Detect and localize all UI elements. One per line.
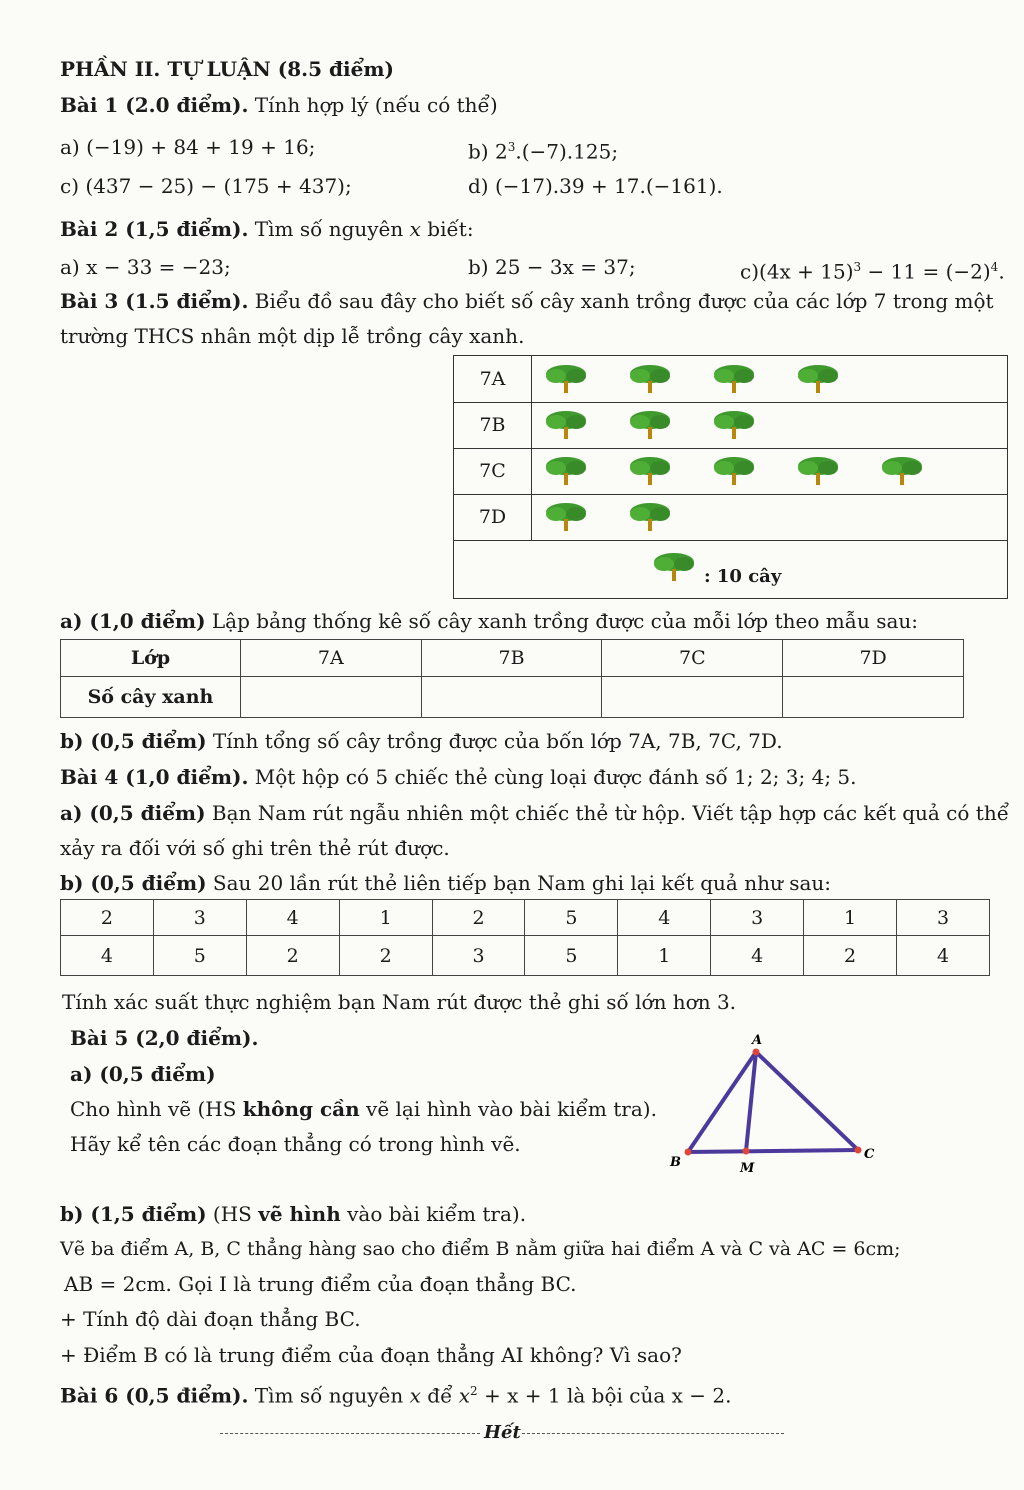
tree-icon [626,454,674,488]
tree-icon [542,408,590,442]
bai5-a-l1-bold: không cần [242,1097,360,1121]
label-c: C [864,1147,875,1162]
segment-bc [688,1150,858,1152]
bai2-b [468,254,636,280]
stats-table-row [61,677,964,718]
stats-empty-cell [783,677,964,718]
bai1-c-label: c) [60,174,80,198]
tree-icon [878,454,926,488]
bai2-c-base: (4x + 15) [759,259,854,284]
stats-header-cell: 7D [783,640,964,677]
result-cell: 2 [804,936,897,976]
result-cell: 4 [711,936,804,976]
result-cell: 2 [61,900,154,936]
pictogram [453,355,1008,599]
stats-header-cell: 7A [240,640,421,677]
result-cell: 5 [525,936,618,976]
footer-end: Hết [484,1422,521,1443]
bai6-var: x [409,1383,421,1408]
bai3-b-text: Tính tổng số cây trồng được của bốn lớp 7A, 7B, 7C, 7D. [206,729,783,753]
bai2-c-exp2: 4 [990,260,999,274]
bai3-a [60,608,918,634]
bai5-a-line2: Hãy kể tên các đoạn thẳng có trong hình vẽ. [70,1132,521,1156]
footer-dash-left [220,1433,480,1434]
result-cell: 3 [897,900,990,936]
bai3-line2: trường THCS nhân một dịp lễ trồng cây xanh. [60,324,525,348]
bai2-c-end: . [998,259,1005,284]
stats-table-header [61,640,964,677]
bai6 [60,1378,731,1409]
bai1-b-exp: 3 [507,140,516,154]
bai5-a-l1-post: vẽ lại hình vào bài kiểm tra). [359,1097,657,1121]
stats-empty-cell [240,677,421,718]
tree-icon [626,500,674,534]
bai5-b-post: vào bài kiểm tra). [340,1202,527,1226]
bai1-d [468,173,723,199]
bai3-b-head: b) (0,5 điểm) [60,729,207,753]
point-m [743,1148,750,1155]
bai5-b-line2: AB = 2cm. Gọi I là trung điểm của đoạn thẳng BC. [64,1272,577,1296]
stats-empty-cell [421,677,602,718]
bai4-a-text: Bạn Nam rút ngẫu nhiên một chiếc thẻ từ hộp. Viết tập hợp các kết quả có thể [205,801,1010,825]
tree-icon [794,362,842,396]
bai4-question: Tính xác suất thực nghiệm bạn Nam rút được thẻ ghi số lớn hơn 3. [62,990,737,1014]
tree-icon [626,408,674,442]
point-b [685,1149,692,1156]
pictogram-row-7c [454,448,1007,495]
result-cell: 1 [339,900,432,936]
bai1-head: Bài 1 (2.0 điểm). [60,93,249,117]
tree-icon [710,408,758,442]
result-cell: 3 [711,900,804,936]
bai2-a [60,254,231,280]
bai6-mid: để [420,1383,459,1408]
bai4-b-text: Sau 20 lần rút thẻ liên tiếp bạn Nam ghi lại kết quả như sau: [206,871,832,895]
tree-icon [650,550,698,584]
bai3-a-head: a) (1,0 điểm) [60,609,206,633]
stats-row-label: Số cây xanh [61,677,241,718]
result-cell: 1 [804,900,897,936]
bai2-c-exp1: 3 [853,260,862,274]
bai1-a-expr: (−19) + 84 + 19 + 16; [86,135,316,159]
bai2-c-label: c) [740,259,760,284]
bai6-mid2: là bội của [560,1383,672,1408]
result-cell: 3 [432,936,525,976]
segment-ac [756,1052,858,1150]
pictogram-label-7d: 7D [454,494,532,540]
bai2-a-label: a) [60,255,80,279]
bai6-end: . [725,1383,732,1408]
bai3-a-text: Lập bảng thống kê số cây xanh trồng được của mỗi lớp theo mẫu sau: [205,609,918,633]
bai5-a-line1 [70,1096,657,1122]
pictogram-label-7c: 7C [454,448,532,494]
bai6-head: Bài 6 (0,5 điểm). [60,1383,249,1408]
bai4-a-head: a) (0,5 điểm) [60,801,206,825]
stats-header-cell: Lớp [61,640,241,677]
bai5-b-pre: (HS [206,1202,259,1226]
result-cell: 2 [246,936,339,976]
bai1-b [468,134,618,165]
pictogram-label-7a: 7A [454,356,532,402]
bai4-a-cont: xảy ra đối với số ghi trên thẻ rút được. [60,836,450,860]
bai4-text: Một hộp có 5 chiếc thẻ cùng loại được đánh số 1; 2; 3; 4; 5. [248,765,857,789]
result-cell: 2 [432,900,525,936]
stats-header-cell: 7B [421,640,602,677]
bai2-c [740,254,1005,285]
pictogram-key-text: : 10 cây [704,566,782,587]
tree-icon [542,362,590,396]
label-b: B [670,1155,681,1170]
bai2-head: Bài 2 (1,5 điểm). [60,217,249,241]
tree-icon [710,454,758,488]
tree-icon [626,362,674,396]
bai5-b [60,1201,526,1227]
bai1-d-label: d) [468,174,489,198]
point-c [855,1147,862,1154]
bai4-b-head: b) (0,5 điểm) [60,871,207,895]
result-cell: 4 [246,900,339,936]
bai5-a-head: a) (0,5 điểm) [70,1062,216,1086]
point-a [753,1049,760,1056]
bai5-head: Bài 5 (2,0 điểm). [70,1026,259,1050]
bai5-b-line4: + Điểm B có là trung điểm của đoạn thẳng AI không? Vì sao? [60,1343,682,1367]
bai2-text2: biết: [420,217,474,241]
bai4-title [60,764,857,790]
pictogram-row-7b [454,402,1007,449]
bai1-a-label: a) [60,135,80,159]
bai2-b-label: b) [468,255,489,279]
pictogram-key [454,540,1007,598]
bai1-c-expr: (437 − 25) − (175 + 437); [85,174,352,198]
result-cell: 4 [618,900,711,936]
bai6-pre: Tìm số nguyên [248,1383,410,1408]
bai5-b-line3: + Tính độ dài đoạn thẳng BC. [60,1307,361,1331]
bai6-expr-exp: 2 [470,1384,478,1398]
label-a: A [752,1033,763,1048]
result-cell: 5 [153,936,246,976]
bai1-b-base: 2 [494,139,508,164]
bai6-div: x − 2 [671,1383,726,1408]
bai3-text1: Biểu đồ sau đây cho biết số cây xanh trồng được của các lớp 7 trong một [248,289,994,313]
bai5-b-line1: Vẽ ba điểm A, B, C thẳng hàng sao cho điểm B nằm giữa hai điểm A và C và AC = 6cm; [60,1238,901,1260]
pictogram-row-7a [454,356,1007,403]
pictogram-row-7d [454,494,1007,541]
result-cell: 5 [525,900,618,936]
bai3-b [60,728,783,754]
bai1-c [60,173,352,199]
bai3-line1 [60,288,994,314]
label-m: M [740,1161,755,1176]
tree-icon [710,362,758,396]
bai1-text: Tính hợp lý (nếu có thể) [248,93,498,117]
pictogram-label-7b: 7B [454,402,532,448]
result-cell: 4 [61,936,154,976]
bai1-b-label: b) [468,139,489,164]
result-cell: 1 [618,936,711,976]
bai2-c-mid: − 11 = (−2) [861,259,991,284]
stats-header-cell: 7C [602,640,783,677]
bai1-b-rest: .(−7).125; [515,139,619,164]
bai5-b-bold: vẽ hình [258,1202,341,1226]
bai5-b-head: b) (1,5 điểm) [60,1202,207,1226]
bai2-var: x [409,217,421,241]
bai2-text: Tìm số nguyên [248,217,410,241]
bai3-head: Bài 3 (1.5 điểm). [60,289,249,313]
bai2-title [60,216,474,242]
tree-icon [794,454,842,488]
stats-empty-cell [602,677,783,718]
part-title: PHẦN II. TỰ LUẬN (8.5 điểm) [60,57,394,81]
result-cell: 2 [339,936,432,976]
result-cell: 3 [153,900,246,936]
tree-icon [542,500,590,534]
results-row [61,900,990,936]
results-table [60,899,990,976]
bai1-title [60,92,498,118]
bai4-b [60,870,831,896]
tree-icon [542,454,590,488]
bai4-a [60,800,1009,826]
results-row [61,936,990,976]
bai1-d-expr: (−17).39 + 17.(−161). [494,174,723,198]
bai6-expr-x: x [458,1383,471,1408]
bai1-a [60,134,315,160]
triangle-figure [660,1028,890,1178]
bai4-head: Bài 4 (1,0 điểm). [60,765,249,789]
bai2-b-expr: 25 − 3x = 37; [494,255,636,279]
bai2-a-expr: x − 33 = −23; [86,255,231,279]
bai5-a-l1-pre: Cho hình vẽ (HS [70,1097,243,1121]
result-cell: 4 [897,936,990,976]
bai6-expr-rest: + x + 1 [477,1383,561,1408]
stats-table [60,639,964,718]
footer-dash-right [522,1433,784,1434]
